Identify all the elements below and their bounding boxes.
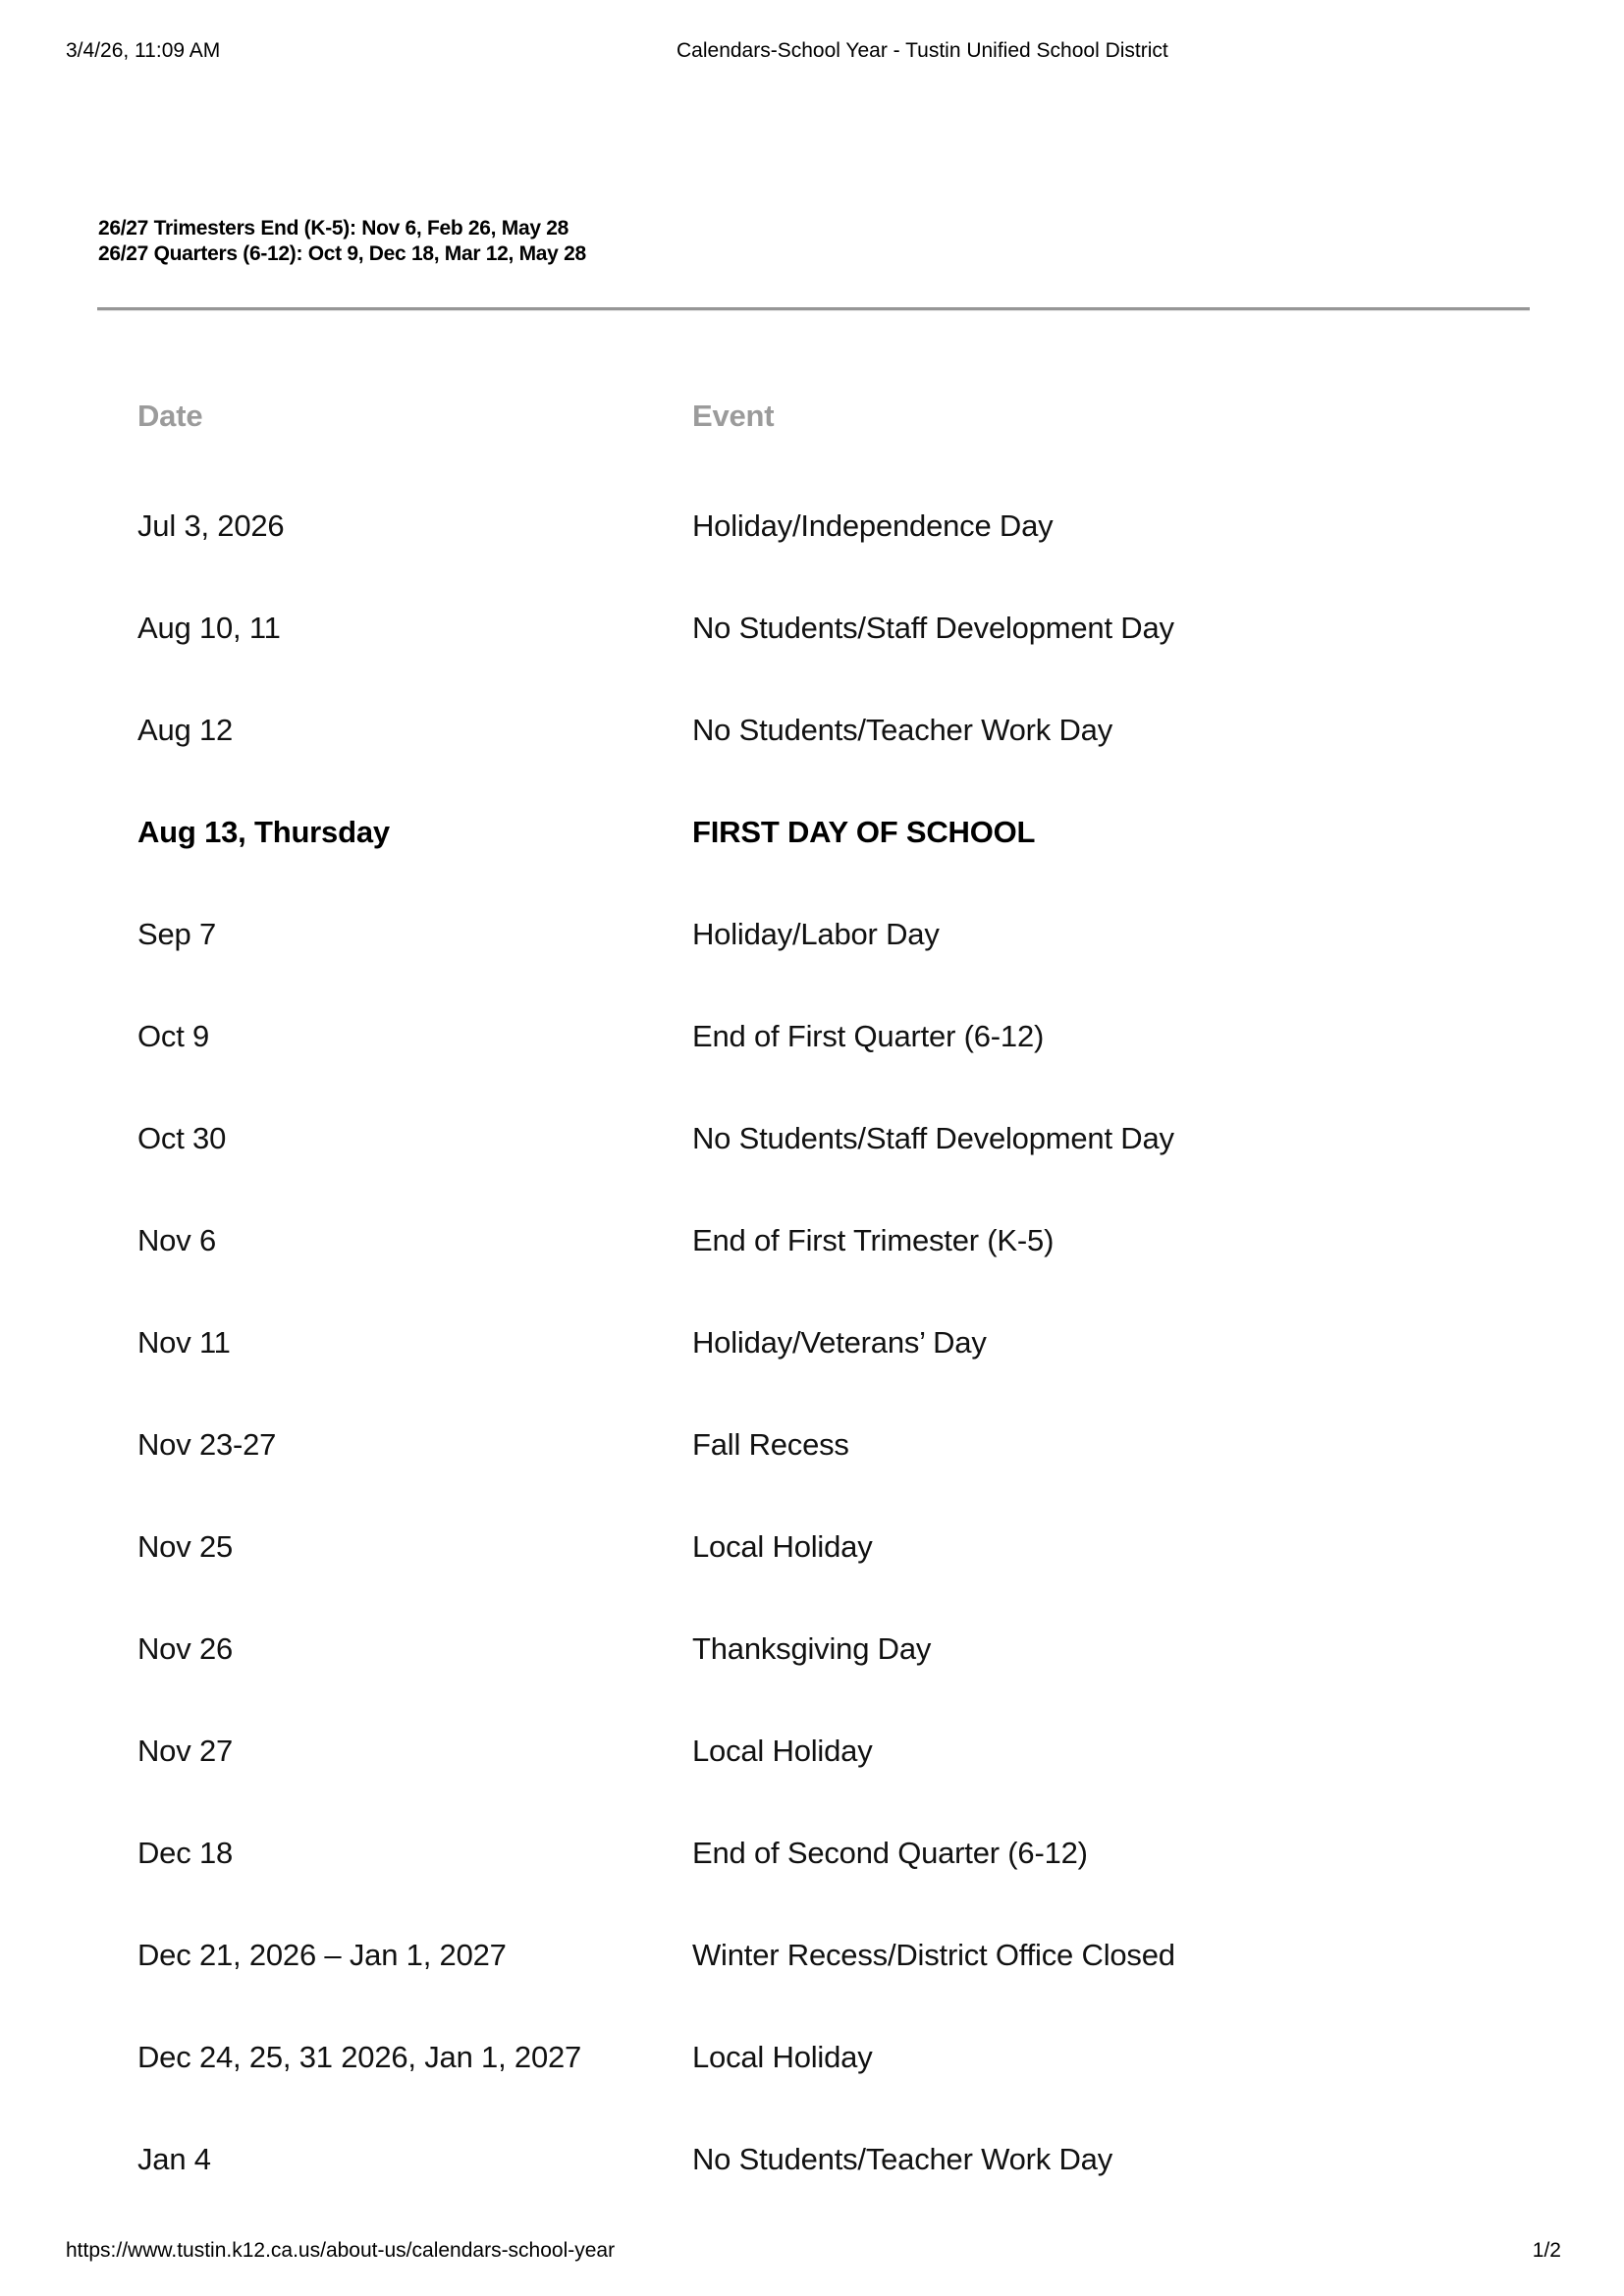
term-dates-summary xyxy=(98,216,586,267)
date-cell: Jul 3, 2026 xyxy=(137,508,285,543)
event-cell: Holiday/Labor Day xyxy=(692,917,940,951)
event-cell: Holiday/Independence Day xyxy=(692,508,1054,543)
event-cell: No Students/Staff Development Day xyxy=(692,1121,1174,1155)
event-cell: End of First Trimester (K-5) xyxy=(692,1223,1055,1257)
table-row xyxy=(98,577,1530,679)
print-timestamp: 3/4/26, 11:09 AM xyxy=(66,39,221,62)
date-column-header: Date xyxy=(137,399,203,433)
table-row xyxy=(98,1904,1530,2006)
date-cell: Dec 21, 2026 – Jan 1, 2027 xyxy=(137,1938,507,1972)
event-cell: FIRST DAY OF SCHOOL xyxy=(692,815,1036,849)
event-cell: Local Holiday xyxy=(692,2040,873,2074)
event-cell: No Students/Staff Development Day xyxy=(692,611,1174,645)
table-row xyxy=(98,1394,1530,1496)
table-row xyxy=(98,1802,1530,1904)
table-header-row xyxy=(98,357,1530,475)
quarters-end-line: 26/27 Quarters (6-12): Oct 9, Dec 18, Mar 12, May 28 xyxy=(98,242,586,265)
print-page-indicator: 1/2 xyxy=(1532,2239,1561,2262)
event-cell: Fall Recess xyxy=(692,1427,849,1462)
table-row xyxy=(98,1088,1530,1190)
table-row xyxy=(98,1190,1530,1292)
date-cell: Aug 13, Thursday xyxy=(137,815,390,849)
calendar-table xyxy=(98,357,1530,2211)
date-cell: Oct 30 xyxy=(137,1121,227,1155)
date-cell: Oct 9 xyxy=(137,1019,210,1053)
table-row xyxy=(98,1496,1530,1598)
event-cell: No Students/Teacher Work Day xyxy=(692,713,1113,747)
date-cell: Sep 7 xyxy=(137,917,217,951)
print-source-url: https://www.tustin.k12.ca.us/about-us/calendars-school-year xyxy=(66,2239,616,2262)
event-cell: No Students/Teacher Work Day xyxy=(692,2142,1113,2176)
print-document-title: Calendars-School Year - Tustin Unified School District xyxy=(677,39,1168,62)
event-cell: Local Holiday xyxy=(692,1529,873,1564)
date-cell: Nov 23-27 xyxy=(137,1427,277,1462)
table-row xyxy=(98,475,1530,577)
date-cell: Nov 6 xyxy=(137,1223,216,1257)
table-row xyxy=(98,2006,1530,2109)
date-cell: Aug 12 xyxy=(137,713,234,747)
table-row xyxy=(98,781,1530,883)
trimesters-end-line: 26/27 Trimesters End (K-5): Nov 6, Feb 26, May 28 xyxy=(98,217,568,240)
table-row xyxy=(98,1292,1530,1394)
event-cell: Holiday/Veterans’ Day xyxy=(692,1325,987,1360)
date-cell: Nov 11 xyxy=(137,1325,231,1360)
table-row xyxy=(98,1598,1530,1700)
event-cell: Local Holiday xyxy=(692,1734,873,1768)
event-cell: End of First Quarter (6-12) xyxy=(692,1019,1045,1053)
date-cell: Jan 4 xyxy=(137,2142,211,2176)
date-cell: Dec 18 xyxy=(137,1836,234,1870)
event-cell: Thanksgiving Day xyxy=(692,1631,932,1666)
date-cell: Nov 26 xyxy=(137,1631,234,1666)
date-cell: Nov 27 xyxy=(137,1734,234,1768)
table-row xyxy=(98,883,1530,986)
table-row xyxy=(98,2109,1530,2211)
date-cell: Dec 24, 25, 31 2026, Jan 1, 2027 xyxy=(137,2040,582,2074)
horizontal-divider xyxy=(97,307,1530,311)
table-row xyxy=(98,986,1530,1088)
date-cell: Nov 25 xyxy=(137,1529,234,1564)
event-cell: Winter Recess/District Office Closed xyxy=(692,1938,1175,1972)
table-row xyxy=(98,1700,1530,1802)
table-row xyxy=(98,679,1530,781)
date-cell: Aug 10, 11 xyxy=(137,611,281,645)
event-cell: End of Second Quarter (6-12) xyxy=(692,1836,1088,1870)
event-column-header: Event xyxy=(692,399,775,433)
